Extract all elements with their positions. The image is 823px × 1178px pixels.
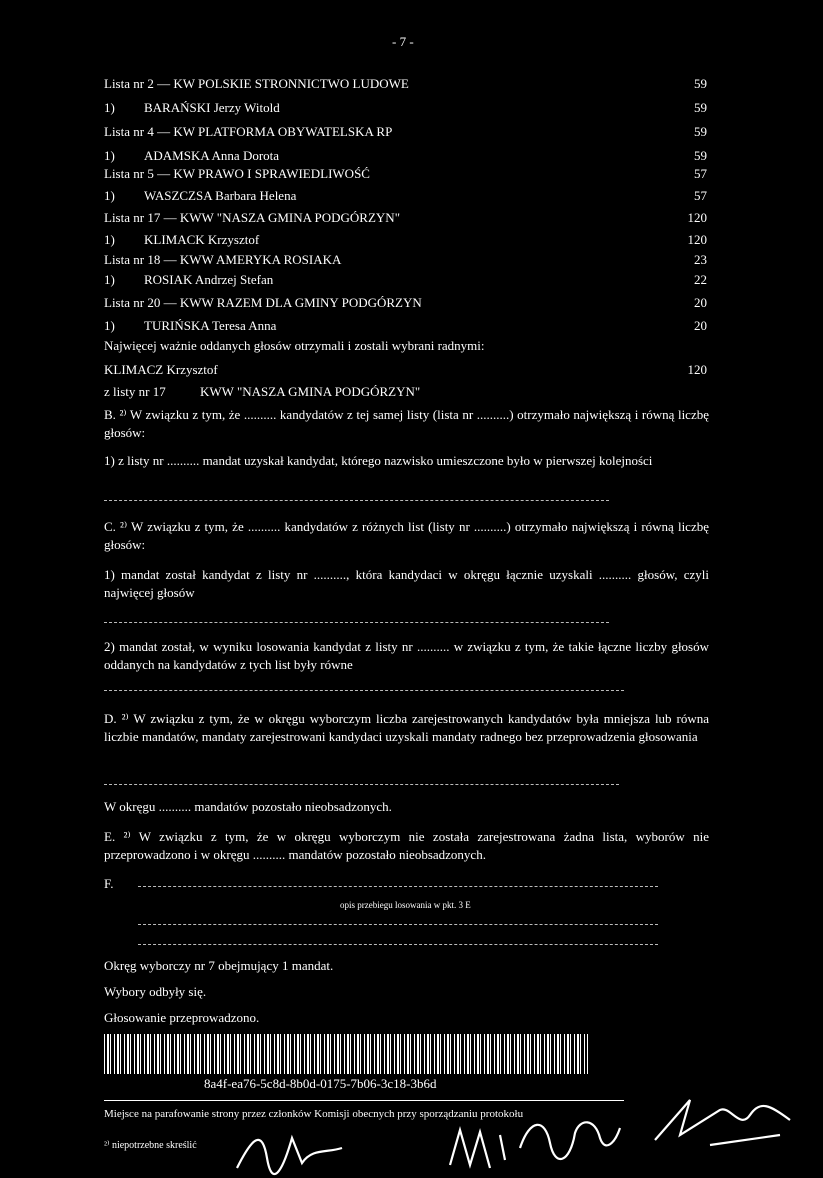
section-d-note: W okręgu .......... mandatów pozostało nieobsadzonych. bbox=[104, 799, 392, 814]
winner-name: KLIMACZ Krzysztof bbox=[104, 362, 218, 377]
candidate-index: 1) bbox=[104, 318, 115, 333]
list-total: 20 bbox=[694, 295, 707, 310]
list-total: 59 bbox=[694, 76, 707, 91]
barcode-text: 8a4f-ea76-5c8d-8b0d-0175-7b06-3c18-3b6d bbox=[204, 1076, 437, 1091]
winner-votes: 120 bbox=[687, 362, 707, 377]
candidate-votes: 20 bbox=[694, 318, 707, 333]
candidate-index: 1) bbox=[104, 148, 115, 163]
candidate-votes: 59 bbox=[694, 100, 707, 115]
candidate-name: BARAŃSKI Jerzy Witold bbox=[144, 100, 280, 115]
candidate-votes: 57 bbox=[694, 188, 707, 203]
candidate-name: WASZCZSA Barbara Helena bbox=[144, 188, 297, 203]
winner-list-name: KWW "NASZA GMINA PODGÓRZYN" bbox=[200, 384, 421, 399]
winner-list-prefix: z listy nr 17 bbox=[104, 384, 166, 399]
winner-list bbox=[104, 384, 420, 400]
section-c-text: C. ²⁾ W związku z tym, że .......... kandydatów z różnych list (listy nr ..........) otrzymało największą i równą liczbę głosów: bbox=[104, 519, 709, 552]
candidate-name: ADAMSKA Anna Dorota bbox=[144, 148, 280, 163]
list-title: Lista nr 18 — KWW AMERYKA ROSIAKA bbox=[104, 252, 342, 267]
section-c-item1: 1) mandat został kandydat z listy nr .........., która kandydaci w okręgu łącznie uzyskali .......... głosów, czyli najwięcej głosów bbox=[104, 567, 709, 600]
divider bbox=[104, 690, 624, 691]
list-total: 59 bbox=[694, 124, 707, 139]
signature-3 bbox=[515, 1108, 625, 1168]
section-f-line bbox=[138, 886, 658, 887]
section-f-caption: opis przebiegu losowania w pkt. 3 E bbox=[340, 900, 471, 910]
candidate-votes: 22 bbox=[694, 272, 707, 287]
candidate-index: 1) bbox=[104, 100, 115, 115]
closing-line-1: Okręg wyborczy nr 7 obejmujący 1 mandat. bbox=[104, 958, 334, 973]
list-title: Lista nr 17 — KWW "NASZA GMINA PODGÓRZYN" bbox=[104, 210, 401, 225]
signature-1 bbox=[232, 1118, 352, 1178]
candidate-index: 1) bbox=[104, 272, 115, 287]
signature-4 bbox=[650, 1090, 800, 1150]
list-title: Lista nr 20 — KWW RAZEM DLA GMINY PODGÓRZYN bbox=[104, 295, 422, 310]
section-d-text: D. ²⁾ W związku z tym, że w okręgu wyborczym liczba zarejestrowanych kandydatów była mniejsza lub równa liczbie mandatów, mandaty zarejestrowani kandydaci uzyskali mandaty radnego bez przeprowadzenia głosowania bbox=[104, 711, 709, 744]
list-total: 57 bbox=[694, 166, 707, 181]
candidate-index: 1) bbox=[104, 188, 115, 203]
candidate-row bbox=[104, 188, 296, 204]
barcode bbox=[104, 1034, 588, 1074]
section-f-label: F. bbox=[104, 876, 114, 891]
section-e-text: E. ²⁾ W związku z tym, że w okręgu wyborczym nie została zarejestrowana żadna lista, wyborów nie przeprowadzono i w okręgu .......... mandatów pozostało nieobsadzonych. bbox=[104, 829, 709, 862]
candidate-row bbox=[104, 318, 276, 334]
closing-line-3: Głosowanie przeprowadzono. bbox=[104, 1010, 260, 1025]
section-b-text: B. ²⁾ W związku z tym, że .......... kandydatów z tej samej listy (lista nr ..........) otrzymało największą i równą liczbę głosów: bbox=[104, 407, 709, 440]
section-c-item2: 2) mandat został, w wyniku losowania kandydat z listy nr .......... w związku z tym, że takie łączne liczby głosów oddanych na kandydatów z tych list były równe bbox=[104, 639, 709, 672]
divider bbox=[104, 784, 619, 785]
list-total: 120 bbox=[687, 210, 707, 225]
list-title: Lista nr 5 — KW PRAWO I SPRAWIEDLIWOŚĆ bbox=[104, 166, 370, 181]
signature-2 bbox=[445, 1120, 525, 1175]
candidate-row bbox=[104, 272, 273, 288]
candidate-row bbox=[104, 100, 280, 116]
summary-intro: Najwięcej ważnie oddanych głosów otrzymali i zostali wybrani radnymi: bbox=[104, 338, 485, 353]
candidate-votes: 59 bbox=[694, 148, 707, 163]
section-f-line bbox=[138, 924, 658, 925]
closing-line-2: Wybory odbyły się. bbox=[104, 984, 207, 999]
candidate-name: TURIŃSKA Teresa Anna bbox=[144, 318, 277, 333]
footer-line: Miejsce na parafowanie strony przez członków Komisji obecnych przy sporządzaniu protokołu bbox=[104, 1108, 524, 1120]
candidate-name: ROSIAK Andrzej Stefan bbox=[144, 272, 274, 287]
footnote: ²⁾ niepotrzebne skreślić bbox=[104, 1140, 197, 1151]
divider bbox=[104, 500, 609, 501]
list-title: Lista nr 4 — KW PLATFORMA OBYWATELSKA RP bbox=[104, 124, 393, 139]
section-f-line bbox=[138, 944, 658, 945]
page-number: - 7 - bbox=[392, 34, 414, 49]
section-b-item: 1) z listy nr .......... mandat uzyskał kandydat, którego nazwisko umieszczone było w pierwszej kolejności bbox=[104, 453, 653, 468]
candidate-votes: 120 bbox=[687, 232, 707, 247]
footer-rule bbox=[104, 1100, 624, 1101]
candidate-row bbox=[104, 148, 279, 164]
list-title: Lista nr 2 — KW POLSKIE STRONNICTWO LUDOWE bbox=[104, 76, 409, 91]
candidate-name: KLIMACK Krzysztof bbox=[144, 232, 260, 247]
list-total: 23 bbox=[694, 252, 707, 267]
candidate-row bbox=[104, 232, 259, 248]
candidate-index: 1) bbox=[104, 232, 115, 247]
divider bbox=[104, 622, 609, 623]
